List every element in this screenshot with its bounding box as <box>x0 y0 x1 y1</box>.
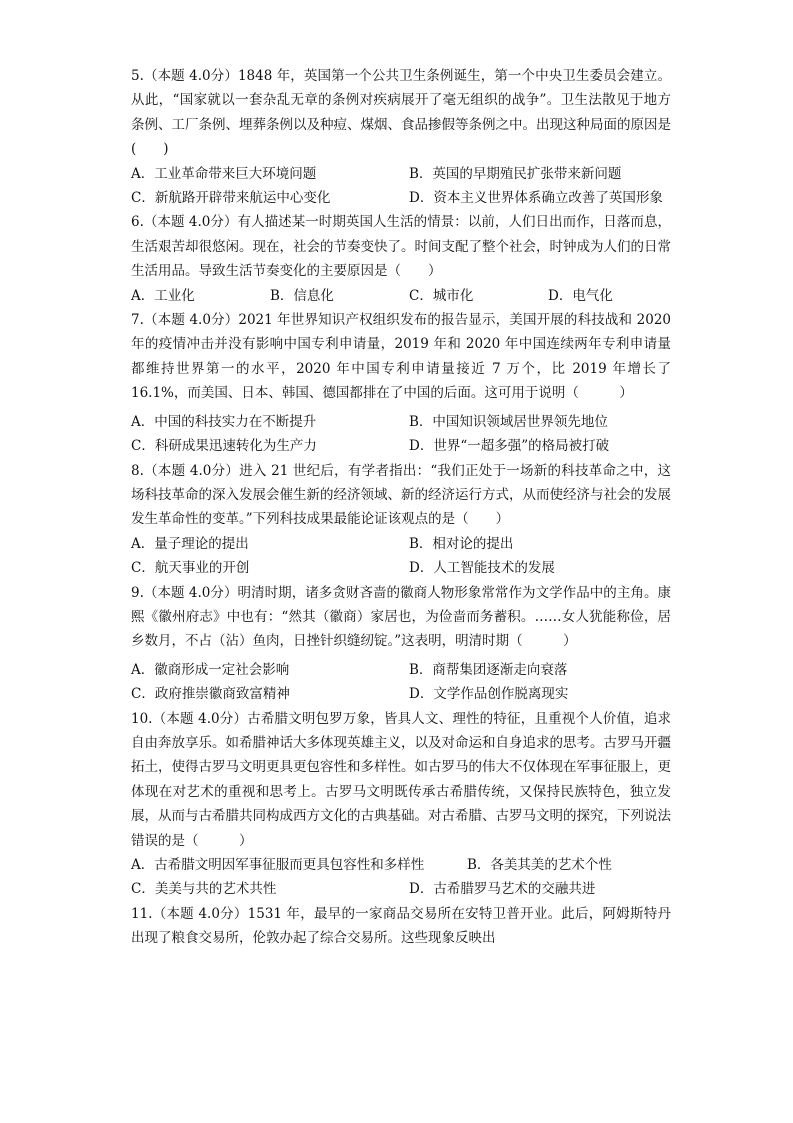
option-d: D．人工智能技术的发展 <box>409 560 555 577</box>
question-stem: 5.（本题 4.0分）1848 年，英国第一个公共卫生条例诞生，第一个中央卫生委员会建立。从此，“国家就以一套杂乱无章的条例对疾病展开了毫无组织的战争”。卫生法散见于地方条例、工厂条例、埋葬条例以及种痘、煤烟、食品掺假等条例之中。出现这种局面的原因是( ) <box>131 68 671 158</box>
option-b: B．相对论的提出 <box>409 535 514 552</box>
option-c: C．航天事业的开创 <box>131 560 250 577</box>
option-d: D．古希腊罗马艺术的交融共进 <box>409 881 596 898</box>
option-c: C．城市化 <box>409 287 474 304</box>
option-d: D．文学作品创作脱离现实 <box>409 686 569 703</box>
question-stem: 7.（本题 4.0分）2021 年世界知识产权组织发布的报告显示，美国开展的科技战和 2020 年的疫情冲击并没有影响中国专利申请量，2019 年和 2020 年中国连续两年专利申请量都维持世界第一的水平，2020 年中国专利申请量接近 7 万个，比 2019 年增长了 16.1%，而美国、日本、韩国、德国都排在了中国的后面。这可用于说明（ ） <box>131 312 671 402</box>
option-a: A．工业革命带来巨大环境问题 <box>131 165 317 182</box>
option-c: C．政府推崇徽商致富精神 <box>131 686 290 703</box>
option-a: A．工业化 <box>131 287 195 304</box>
option-d: D．电气化 <box>548 287 613 304</box>
question-stem: 10.（本题 4.0分）古希腊文明包罗万象，皆具人文、理性的特征，且重视个人价值，追求自由奔放享乐。如希腊神话大多体现英雄主义，以及对命运和自身追求的思考。古罗马开疆拓土，使得古罗马文明更具更包容性和多样性。如古罗马的伟大不仅体现在军事征服上，更体现在对艺术的重视和思考上。古罗马文明既传承古希腊传统，又保持民族特色，独立发展，从而与古希腊共同构成西方文化的古典基础。对古希腊、古罗马文明的探究，下列说法错误的是（ ） <box>131 710 671 849</box>
option-row <box>131 556 671 580</box>
document-page <box>131 64 671 951</box>
question-stem: 6.（本题 4.0分）有人描述某一时期英国人生活的情景：以前，人们日出而作，日落而息，生活艰苦却很悠闲。现在，社会的节奏变快了。时间支配了整个社会，时钟成为人们的日常生活用品。导致生活节奏变化的主要原因是（ ） <box>131 214 671 280</box>
option-c: C．新航路开辟带来航运中心变化 <box>131 190 331 207</box>
option-row <box>131 162 671 186</box>
question-5 <box>131 64 671 210</box>
option-row <box>131 434 671 458</box>
question-6 <box>131 210 671 308</box>
option-a: A．中国的科技实力在不断提升 <box>131 413 317 430</box>
option-row <box>131 532 671 556</box>
question-7 <box>131 308 671 458</box>
option-d: D．世界“一超多强”的格局被打破 <box>409 438 610 455</box>
option-row <box>131 658 671 682</box>
option-row <box>131 877 671 901</box>
option-row <box>131 682 671 706</box>
option-row <box>131 186 671 210</box>
question-stem: 9.（本题 4.0分）明清时期，诸多贪财吝啬的徽商人物形象常常作为文学作品中的主角。康熙《徽州府志》中也有：“然其（徽商）家居也，为俭啬而务蓄积。……女人犹能称俭，居乡数月，不占（沾）鱼肉，日挫针织缝纫锭。”这表明，明清时期（ ） <box>131 584 671 650</box>
question-stem: 11.（本题 4.0分）1531 年，最早的一家商品交易所在安特卫普开业。此后，阿姆斯特丹出现了粮食交易所，伦敦办起了综合交易所。这些现象反映出 <box>131 905 671 947</box>
option-b: B．商帮集团逐渐走向衰落 <box>409 661 568 678</box>
question-stem: 8.（本题 4.0分）进入 21 世纪后，有学者指出：“我们正处于一场新的科技革命之中，这场科技革命的深入发展会催生新的经济领域、新的经济运行方式，从而使经济与社会的发展发生革命性的变革。”下列科技成果最能论证该观点的是（ ） <box>131 462 671 528</box>
option-b: B．中国知识领域居世界领先地位 <box>409 413 608 430</box>
option-b: B．英国的早期殖民扩张带来新问题 <box>409 165 622 182</box>
option-a: A．量子理论的提出 <box>131 535 249 552</box>
question-8 <box>131 459 671 581</box>
option-a: A．古希腊文明因军事征服而更具包容性和多样性 <box>131 857 425 873</box>
option-b: B．各美其美的艺术个性 <box>467 857 612 873</box>
question-11 <box>131 902 671 951</box>
option-row <box>131 410 671 434</box>
question-9 <box>131 581 671 707</box>
question-10 <box>131 707 671 902</box>
option-d: D．资本主义世界体系确立改善了英国形象 <box>409 190 663 207</box>
option-row <box>131 853 671 877</box>
option-c: C．美美与共的艺术共性 <box>131 881 277 898</box>
option-b: B．信息化 <box>270 287 334 304</box>
option-a: A．徽商形成一定社会影响 <box>131 661 290 678</box>
option-row <box>131 284 671 308</box>
option-c: C．科研成果迅速转化为生产力 <box>131 438 317 455</box>
